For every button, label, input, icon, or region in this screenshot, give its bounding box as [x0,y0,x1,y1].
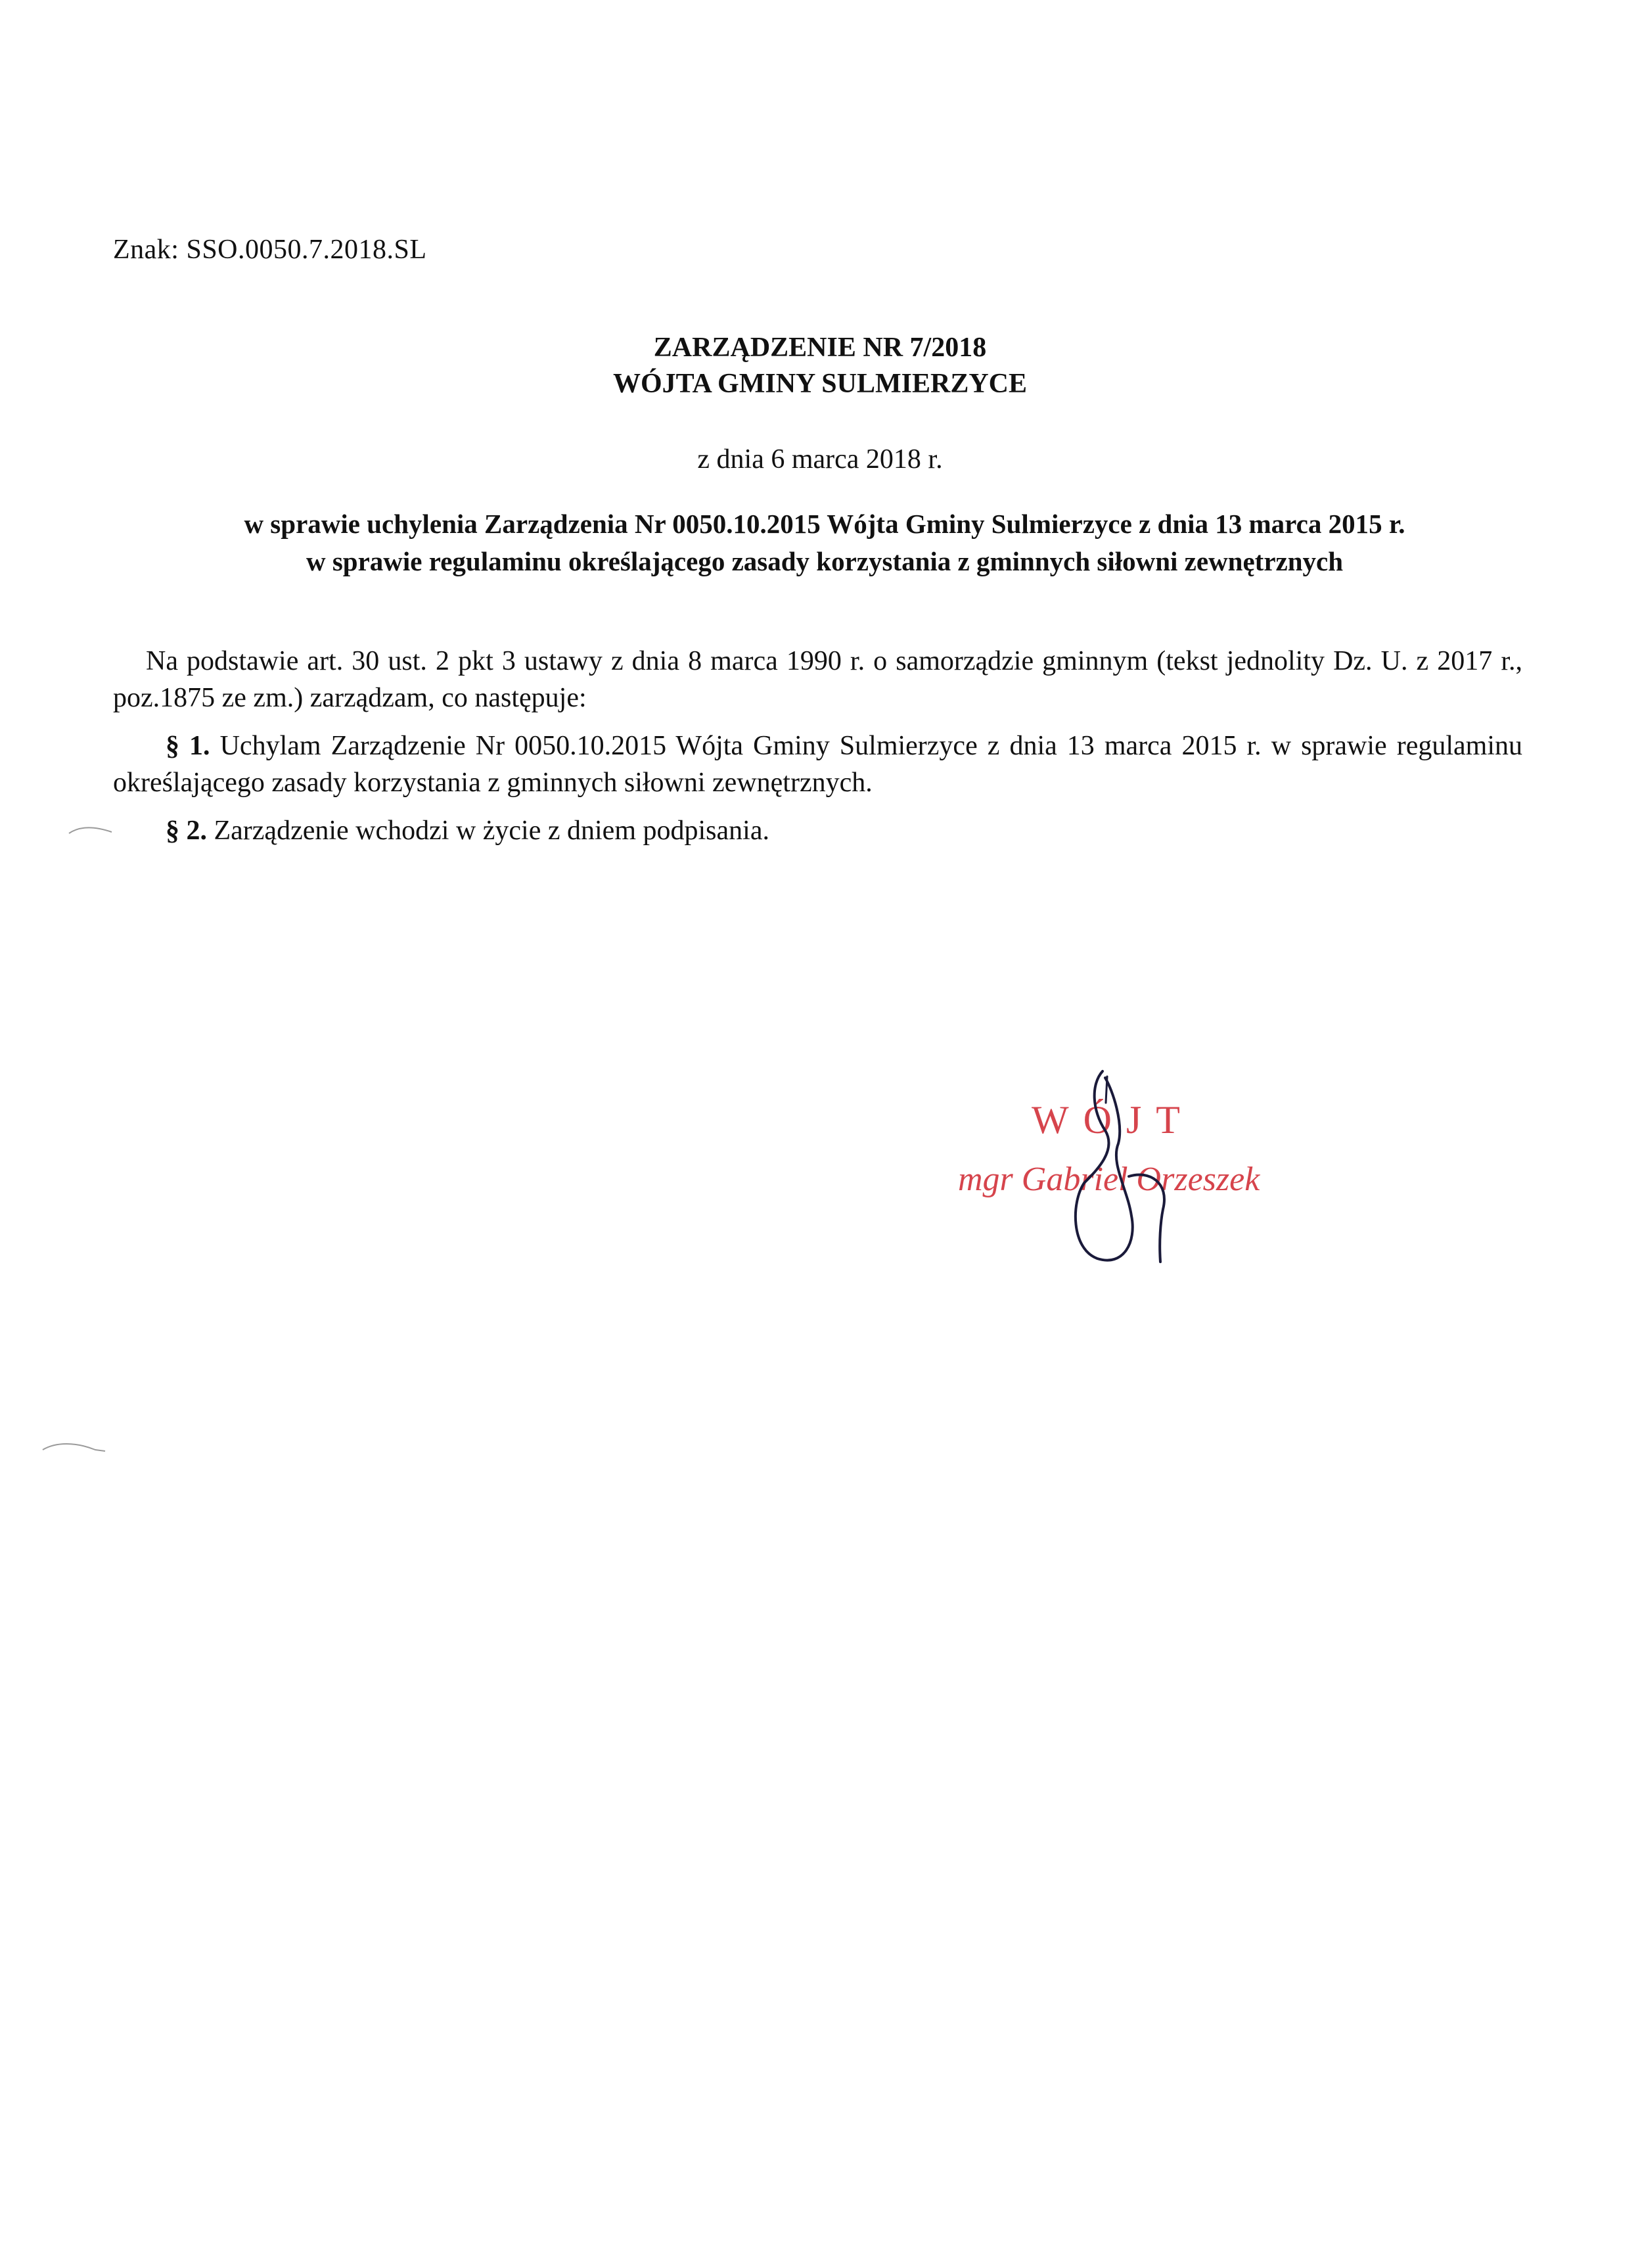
document-subject-line-1: w sprawie uchylenia Zarządzenia Nr 0050.10.2015 Wójta Gminy Sulmierzyce z dnia 13 marca 2015 r. [244,509,1405,539]
paragraph-1-text: Uchylam Zarządzenie Nr 0050.10.2015 Wójta Gminy Sulmierzyce z dnia 13 marca 2015 r. w sprawie regulaminu określającego zasady korzystania z gminnych siłowni zewnętrznych. [113,731,1523,798]
signature-stroke-1 [1076,1071,1133,1261]
document-issuer: WÓJTA GMINY SULMIERZYCE [612,369,1028,399]
signature-stroke-2 [1129,1174,1164,1262]
stamp-name: mgr Gabriel Orzeszek [958,1161,1260,1198]
signature-stroke-3 [1106,1076,1107,1103]
document-date: z dnia 6 marca 2018 r. [697,444,943,474]
document-reference: Znak: SSO.0050.7.2018.SL [113,235,427,265]
document-title: ZARZĄDZENIE NR 7/2018 [653,333,987,363]
paragraph-2-marker: § 2. [166,816,207,846]
legal-basis-paragraph: Na podstawie art. 30 ust. 2 pkt 3 ustawy z dnia 8 marca 1990 r. o samorządzie gminnym (tekst jednolity Dz. U. z 2017 r., poz.1875 ze zm.) zarządzam, co następuje: [113,646,1522,713]
paragraph-1 [113,728,1522,801]
scan-artifact-mark [66,822,118,841]
scan-artifact-mark-2 [39,1438,112,1458]
paragraph-2-text: Zarządzenie wchodzi w życie z dniem podpisania. [214,816,769,846]
paragraph-2 [113,812,1522,849]
handwritten-signature [1045,1058,1189,1275]
stamp-title: WÓJT [1032,1098,1195,1142]
paragraph-1-marker: § 1. [166,731,210,761]
document-subject-line-2: w sprawie regulaminu określającego zasady korzystania z gminnych siłowni zewnętrznych [306,546,1344,576]
